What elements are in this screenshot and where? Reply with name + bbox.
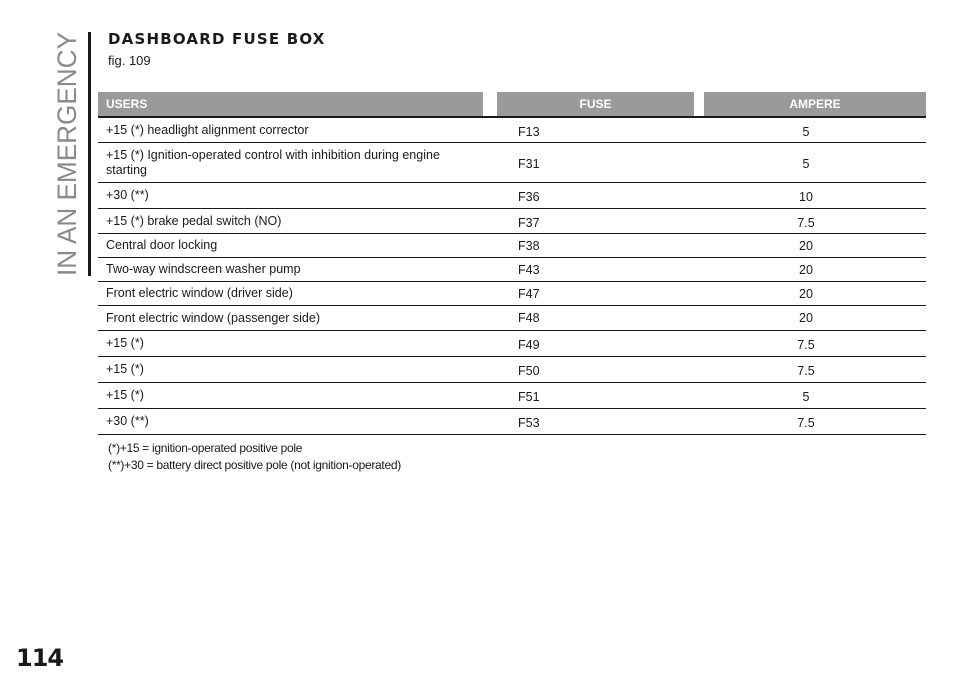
header-ampere: AMPERE (704, 92, 926, 116)
table-row (98, 143, 926, 183)
cell-user: Two-way windscreen washer pump (106, 262, 301, 276)
cell-ampere: 7.5 (797, 416, 815, 430)
cell-user: Front electric window (driver side) (106, 286, 293, 300)
table-row (98, 331, 926, 357)
footnote: (*)+15 = ignition-operated positive pole (108, 441, 303, 455)
cell-user: +15 (*) headlight alignment corrector (106, 122, 309, 137)
cell-user: +15 (*) brake pedal switch (NO) (106, 213, 282, 228)
cell-fuse: F38 (518, 239, 540, 253)
cell-user: +15 (*) (106, 336, 144, 350)
table-row (98, 234, 926, 258)
cell-ampere: 20 (799, 239, 813, 253)
cell-fuse: F36 (518, 190, 540, 204)
table-row (98, 282, 926, 306)
table-row (98, 183, 926, 209)
chapter-side-label-graphic (40, 30, 86, 278)
cell-ampere: 10 (799, 190, 813, 204)
cell-ampere: 20 (799, 311, 813, 325)
cell-fuse: F48 (518, 311, 540, 325)
footnote: (**)+30 = battery direct positive pole (not ignition-operated) (108, 458, 401, 472)
table-row (98, 357, 926, 383)
cell-user: +15 (*) (106, 388, 144, 402)
cell-user: +30 (**) (106, 414, 149, 428)
table-row (98, 118, 926, 143)
cell-ampere: 5 (802, 390, 810, 404)
cell-fuse: F13 (518, 125, 540, 139)
cell-ampere: 5 (802, 125, 810, 139)
table-row (98, 209, 926, 234)
fuse-table (98, 92, 926, 435)
header-fuse: FUSE (497, 92, 694, 116)
cell-fuse: F53 (518, 416, 540, 430)
table-row (98, 383, 926, 409)
cell-user: +15 (*) Ignition-operated control with inhibition during engine starting (106, 147, 440, 177)
cell-user: Central door locking (106, 238, 218, 252)
cell-fuse: F43 (518, 263, 540, 277)
cell-ampere: 7.5 (797, 364, 815, 378)
cell-user: +30 (**) (106, 188, 149, 202)
cell-fuse: F50 (518, 364, 540, 378)
cell-fuse: F51 (518, 390, 540, 404)
chapter-side-tab (40, 30, 86, 278)
table-row (98, 306, 926, 331)
cell-fuse: F47 (518, 287, 540, 301)
cell-ampere: 7.5 (797, 216, 815, 230)
chapter-side-label: IN AN EMERGENCY (52, 30, 82, 276)
footnotes (108, 440, 401, 474)
table-header (98, 92, 926, 118)
table-row (98, 258, 926, 282)
section-title: DASHBOARD FUSE BOX (108, 30, 326, 48)
table-row (98, 409, 926, 435)
cell-ampere: 20 (799, 287, 813, 301)
chapter-side-bar (88, 32, 91, 276)
page-number: 114 (16, 644, 64, 672)
cell-ampere: 7.5 (797, 338, 815, 352)
cell-user: +15 (*) (106, 362, 144, 376)
cell-ampere: 20 (799, 263, 813, 277)
cell-fuse: F31 (518, 157, 540, 171)
cell-user: Front electric window (passenger side) (106, 310, 320, 325)
cell-ampere: 5 (802, 157, 810, 171)
header-users: USERS (98, 92, 483, 116)
cell-fuse: F49 (518, 338, 540, 352)
figure-reference: fig. 109 (108, 53, 151, 68)
cell-fuse: F37 (518, 216, 540, 230)
